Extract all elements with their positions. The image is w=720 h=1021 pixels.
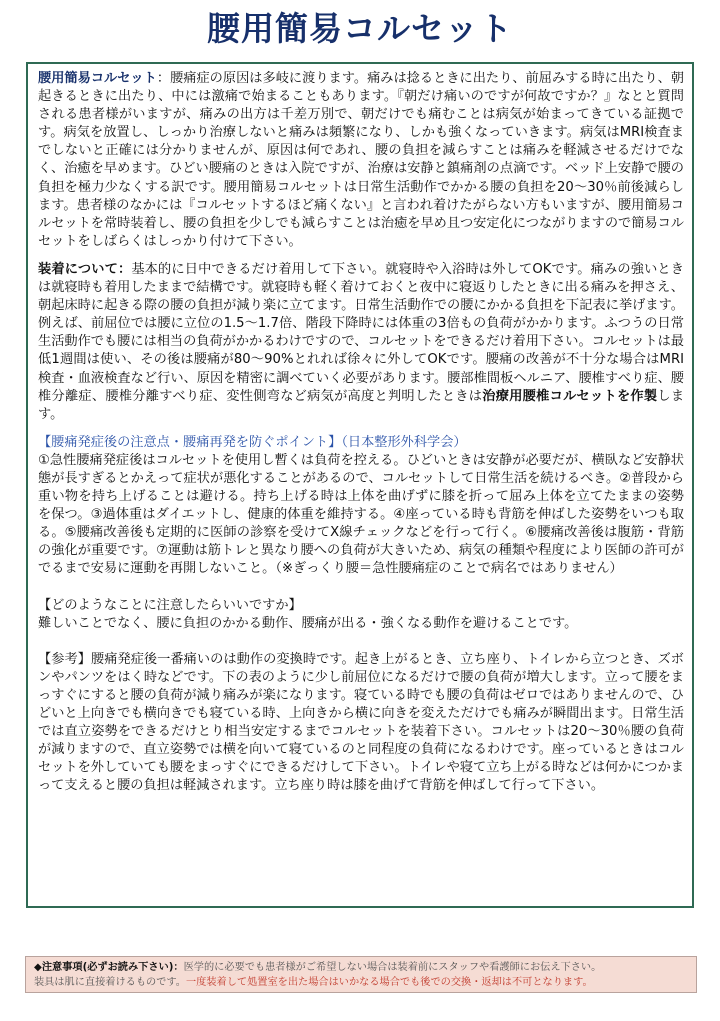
prevention-body: ①急性腰痛発症後はコルセットを使用し暫くは負荷を控える。ひどいときは安静が必要だが、横臥など安静状態が長すぎるとかえって症状が悪化することがあるので、コルセットして日常生活を続けるべき。②普段から重い物を持ち上げることは避ける。持ち上げる時は上体を曲げずに膝を折って屈み上体を立てたままの姿勢を保つ。③過体重はダイエットし、健康的体重を維持する。④座っている時も背筋を伸ばした姿勢をいつも取る。⑤腰痛改善後も定期的に医師の診察を受けてX線チェックなどを行って行く。⑥腰痛改善後は腹筋・背筋の強化が重要です。⑦運動は筋トレと異なり腰への負荷が大きいため、病気の種類や程度により医師の許可がでるまで安易に運動を再開しないこと。（※ぎっくり腰＝急性腰痛症のことで病名ではありません） <box>38 452 684 577</box>
caution-body: 難しいことでなく、腰に負担のかかる動作、腰痛が出る・強くなる動作を避けることです。 <box>38 615 578 631</box>
wearing-paragraph <box>38 261 684 424</box>
wearing-bold: 治療用腰椎コルセットを作製 <box>482 388 658 404</box>
notice-box <box>25 956 697 993</box>
wearing-body: 基本的に日中できるだけ着用して下さい。就寝時や入浴時は外してOKです。痛みの強いときは就寝時も着用したままで結構です。就寝時も軽く着けておくと夜中に寝返りしたときに出る痛みを押さえ、朝起床時に起きる際の腰の負担が減り楽に立てます。日常生活動作での腰にかかる負担を下記表に挙げます。例えば、前屈位では腰に立位の1.5～1.7倍、階段下降時には体重の3倍もの負荷がかかります。ふつうの日常生活動作でも腰には相当の負荷がかかるわけですので、コルセットをできるだけ着用下さい。コルセットは最低1週間は使い、その後は腰痛が80～90%とれれば徐々に外してOKです。腰痛の改善が不十分な場合はMRI検査・血液検査など行い、原因を精密に調べていく必要があります。腰部椎間板ヘルニア、腰椎すべり症、腰椎分離症、腰椎分離すべり症、変性側弯など病気が高度と判明したときは <box>38 261 684 404</box>
reference-lead: 【参考】 <box>38 651 91 667</box>
notice-label: ◆注意事項(必ずお読み下さい)： <box>34 962 184 973</box>
notice-line1: 医学的に必要でも患者様がご希望しない場合は装着前にスタッフや看護師にお伝え下さい。 <box>183 962 602 973</box>
notice-line2-red: 一度装着して処置室を出た場合はいかなる場合でも後での交換・返却は不可となります。 <box>186 977 593 988</box>
caution-heading: 【どのようなことに注意したらいいですか】 <box>38 597 302 613</box>
intro-body: ：腰痛症の原因は多岐に渡ります。痛みは捻るときに出たり、前屈みする時に出たり、朝起きるときに出たり、中には激痛で始まることもあります。『朝だけ痛いのですが何故ですか？』なとと質問される患者様がいますが、痛みの出方は千差万別で、朝だけでも痛むことは病気が始まってきている証拠です。病気を放置し、しっかり治療しないと痛みは頻繁になり、しかも強くなっていきます。病気はMRI検査までしないと正確には分かりませんが、原因は何であれ、腰の負担を減らすことは痛みを軽減させるだけでなく、治癒を早めます。ひどい腰痛のときは入院ですが、治療は安静と鎮痛剤の点滴です。ベッド上安静で腰の負担を極力少なくする訳です。腰用簡易コルセットは日常生活動作でかかる腰の負担を20～30％前後減らします。患者様のなかには『コルセットするほど痛くない』と言われ着けたがらない方もいますが、腰用簡易コルセットを常時装着し、腰の負担を少しでも減らすことは治癒を早め且つ安定化につながりますので簡易コルセットをしばらくはしっかり付けて下さい。 <box>38 71 684 249</box>
caution-paragraph <box>38 597 684 633</box>
content-box <box>26 62 694 908</box>
prevention-paragraph <box>38 434 684 579</box>
prevention-heading: 【腰痛発症後の注意点・腰痛再発を防ぐポイント】 <box>38 434 342 450</box>
wearing-end: します。 <box>38 388 685 422</box>
wearing-lead: 装着について： <box>38 261 132 277</box>
prevention-source: （日本整形外科学会） <box>341 434 467 450</box>
reference-paragraph <box>38 651 684 796</box>
intro-paragraph <box>38 70 684 251</box>
notice-line2-gray: 装具は肌に直接着けるものです。 <box>34 977 186 988</box>
intro-lead: 腰用簡易コルセット <box>38 71 157 86</box>
page-title: 腰用簡易コルセット <box>207 9 513 48</box>
reference-body: 腰痛発症後一番痛いのは動作の変換時です。起き上がるとき、立ち座り、トイレから立つとき、ズボンやパンツをはく時などです。下の表のように少し前屈位になるだけで腰の負荷が増大します。立って腰をまっすぐにすると腰の負荷が減り痛みが楽になります。寝ている時でも腰の負荷はゼロではありませんので、ひどいと上向きでも横向きでも寝ている時、上向きから横に向きを変えただけでも痛みが瞬間出ます。日常生活では直立姿勢をできるだけとり相当安定するまでコルセットを装着下さい。コルセットは20～30％腰の負荷が減りますので、直立姿勢では横を向いて寝ているのと同程度の負荷になるわけです。座っているときはコルセットを外していても腰をまっすぐにできるだけして下さい。トイレや寝て立ち上がる時などは何かにつかまって支えると腰の負担は軽減されます。立ち座り時は膝を曲げて背筋を伸ばして行って下さい。 <box>38 651 684 794</box>
